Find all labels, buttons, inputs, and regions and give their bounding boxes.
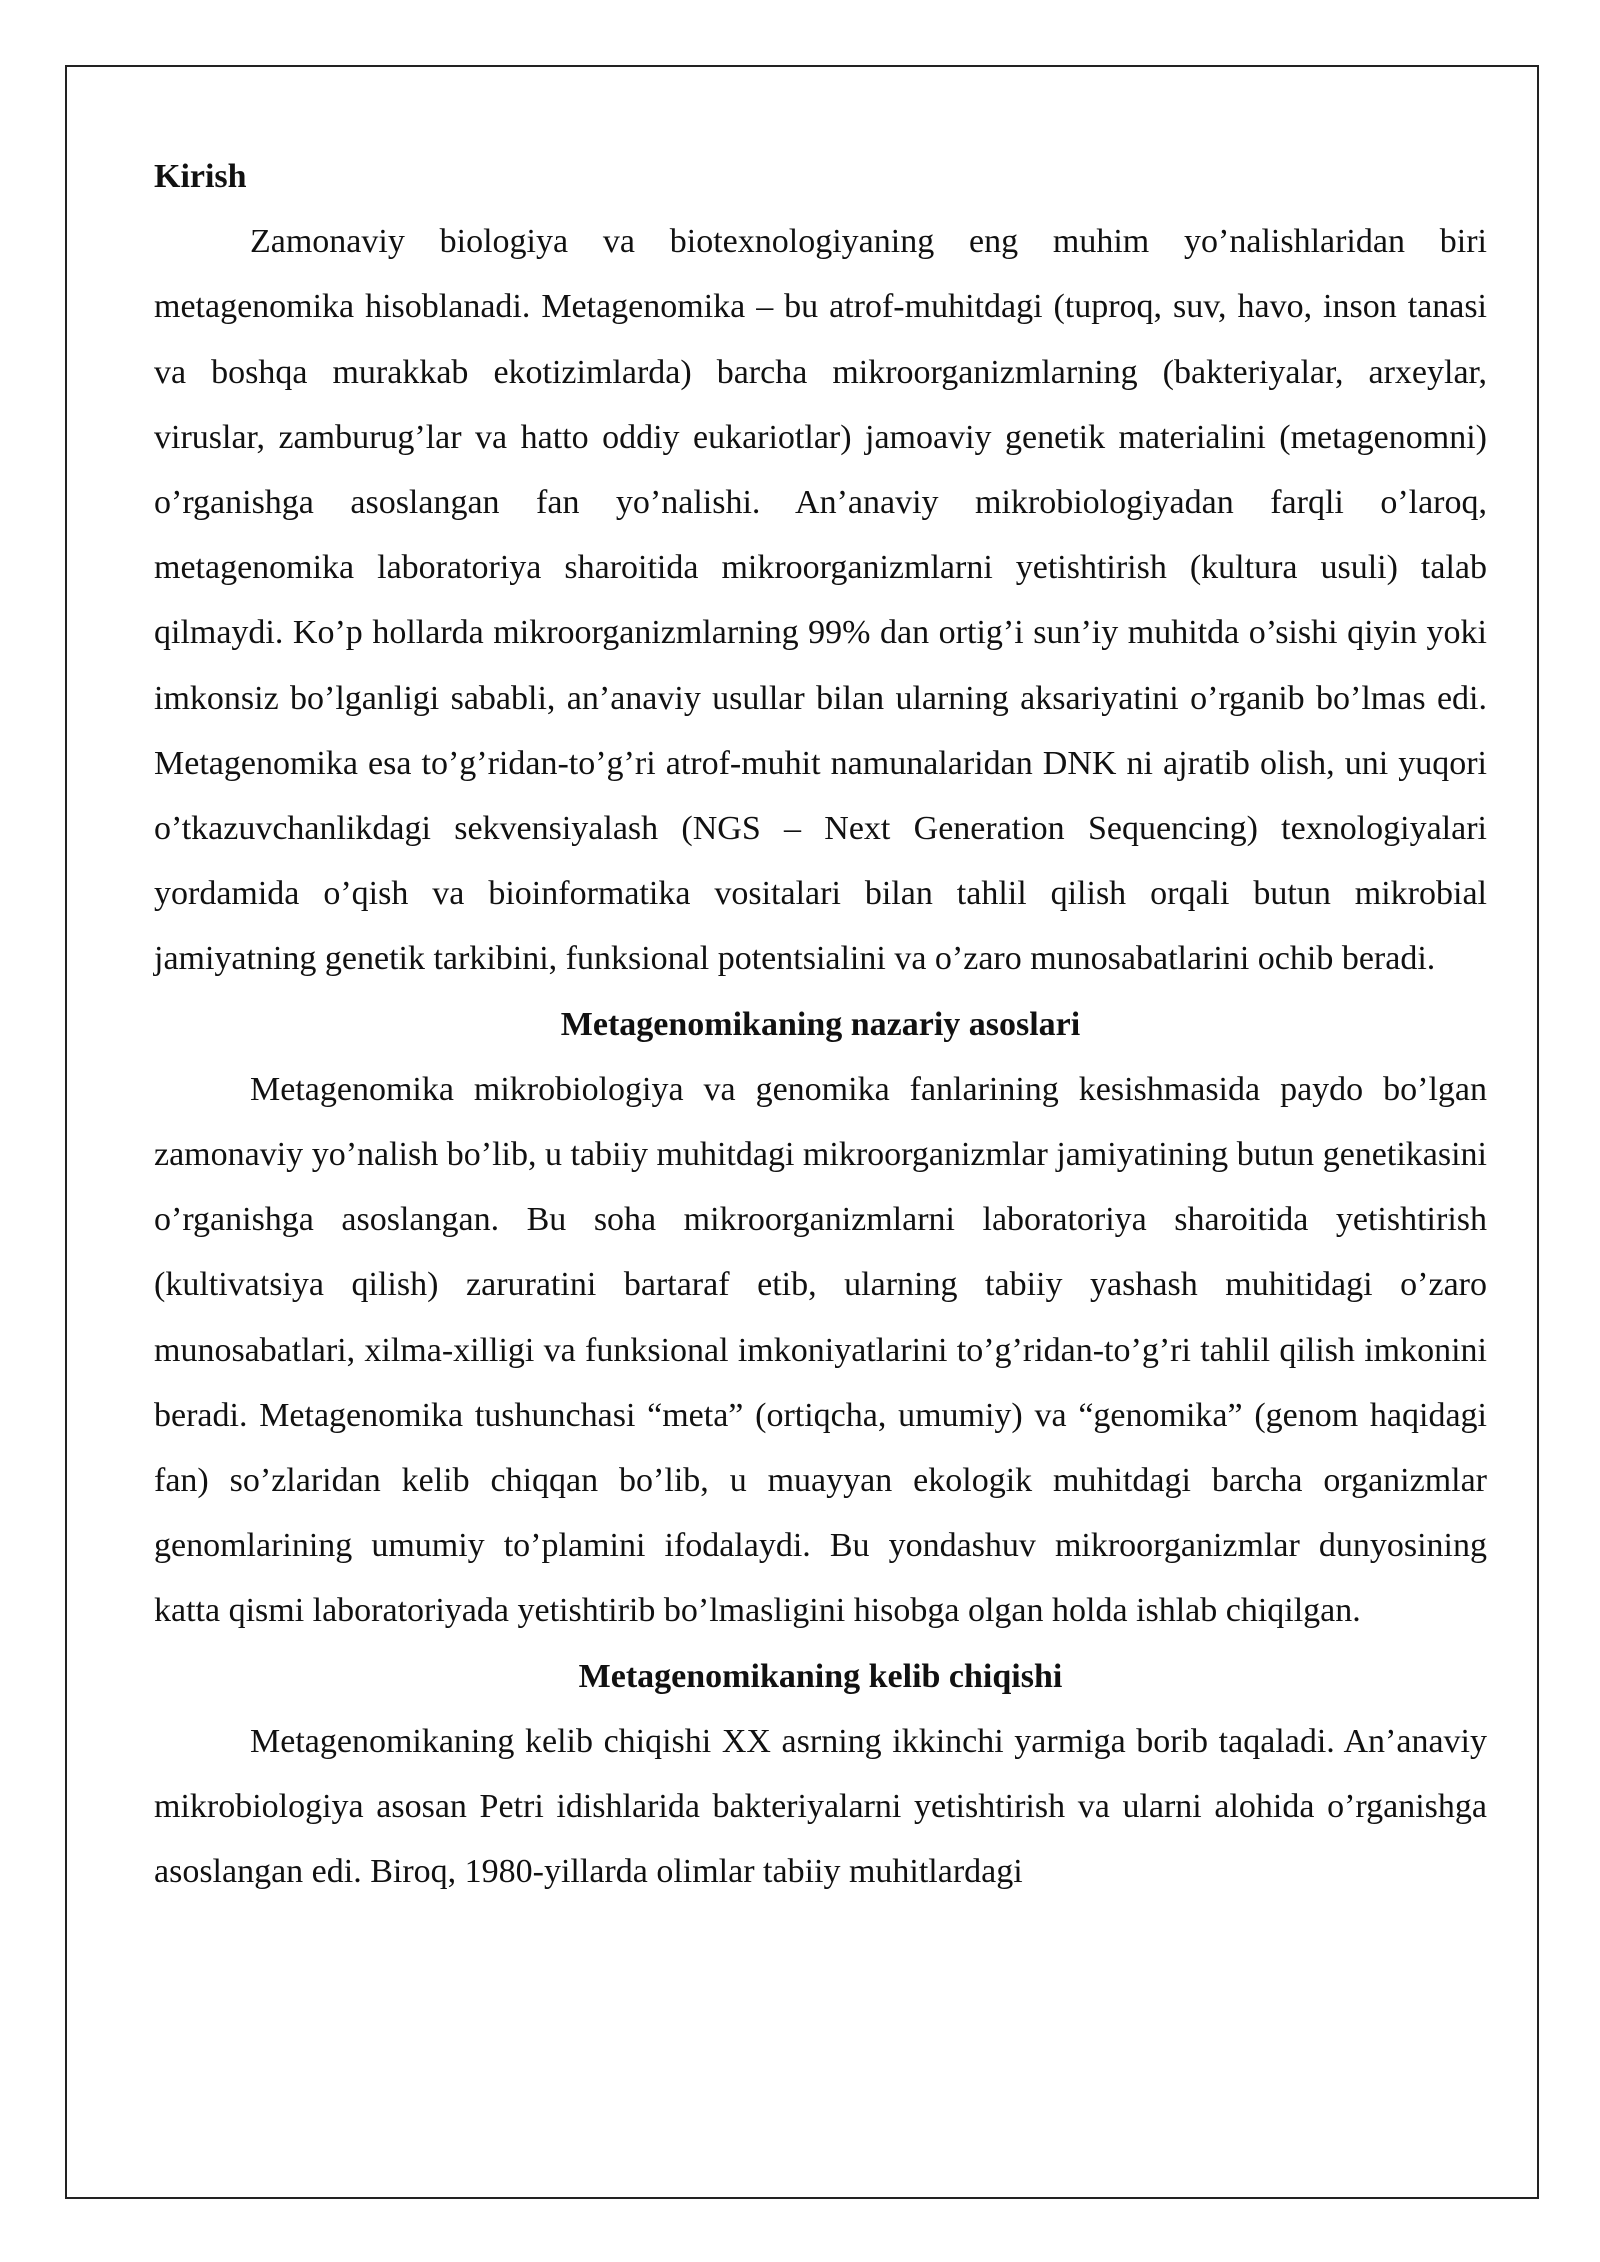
section-theory-heading: Metagenomikaning nazariy asoslari: [560, 1005, 1081, 1043]
section-origin-paragraph: Metagenomikaning kelib chiqishi XX asrning ikkinchi yarmiga borib taqaladi. An’anaviy mikrobiologiya asosan Petri idishlarida bakteriyalarni yetishtirish va ularni alohida o’rganishga asoslangan edi. Biroq, 1980-yillarda olimlar tabiiy muhitlardagi: [154, 1722, 1487, 1891]
document-body: [154, 144, 1487, 1904]
section-theory-paragraph: Metagenomika mikrobiologiya va genomika fanlarining kesishmasida paydo bo’lgan zamonaviy yo’nalish bo’lib, u tabiiy muhitdagi mikroorganizmlar jamiyatining butun genetikasini o’rganishga asoslangan. Bu soha mikroorganizmlarni laboratoriya sharoitida yetishtirish (kultivatsiya qilish) zaruratini bartaraf etib, ularning tabiiy yashash muhitidagi o’zaro munosabatlari, xilma-xilligi va funksional imkoniyatlarini to’g’ridan-to’g’ri tahlil qilish imkonini beradi. Metagenomika tushunchasi “meta” (ortiqcha, umumiy) va “genomika” (genom haqidagi fan) so’zlaridan kelib chiqqan bo’lib, u muayyan ekologik muhitdagi barcha organizmlar genomlarining umumiy to’plamini ifodalaydi. Bu yondashuv mikroorganizmlar dunyosining katta qismi laboratoriyada yetishtirib bo’lmasligini hisobga olgan holda ishlab chiqilgan.: [154, 1070, 1487, 1630]
section-origin-heading: Metagenomikaning kelib chiqishi: [578, 1657, 1063, 1695]
intro-paragraph: Zamonaviy biologiya va biotexnologiyaning eng muhim yo’nalishlaridan biri metagenomika hisoblanadi. Metagenomika – bu atrof-muhitdagi (tuproq, suv, havo, inson tanasi va boshqa murakkab ekotizimlarda) barcha mikroorganizmlarning (bakteriyalar, arxeylar, viruslar, zamburug’lar va hatto oddiy eukariotlar) jamoaviy genetik materialini (metagenomni) o’rganishga asoslangan fan yo’nalishi. An’anaviy mikrobiologiyadan farqli o’laroq, metagenomika laboratoriya sharoitida mikroorganizmlarni yetishtirish (kultura usuli) talab qilmaydi. Ko’p hollarda mikroorganizmlarning 99% dan ortig’i sun’iy muhitda o’sishi qiyin yoki imkonsiz bo’lganligi sababli, an’anaviy usullar bilan ularning aksariyatini o’rganib bo’lmas edi. Metagenomika esa to’g’ridan-to’g’ri atrof-muhit namunalaridan DNK ni ajratib olish, uni yuqori o’tkazuvchanlikdagi sekvensiyalash (NGS – Next Generation Sequencing) texnologiyalari yordamida o’qish va bioinformatika vositalari bilan tahlil qilish orqali butun mikrobial jamiyatning genetik tarkibini, funksional potentsialini va o’zaro munosabatlarini ochib beradi.: [154, 223, 1487, 978]
intro-heading: Kirish: [154, 158, 247, 195]
